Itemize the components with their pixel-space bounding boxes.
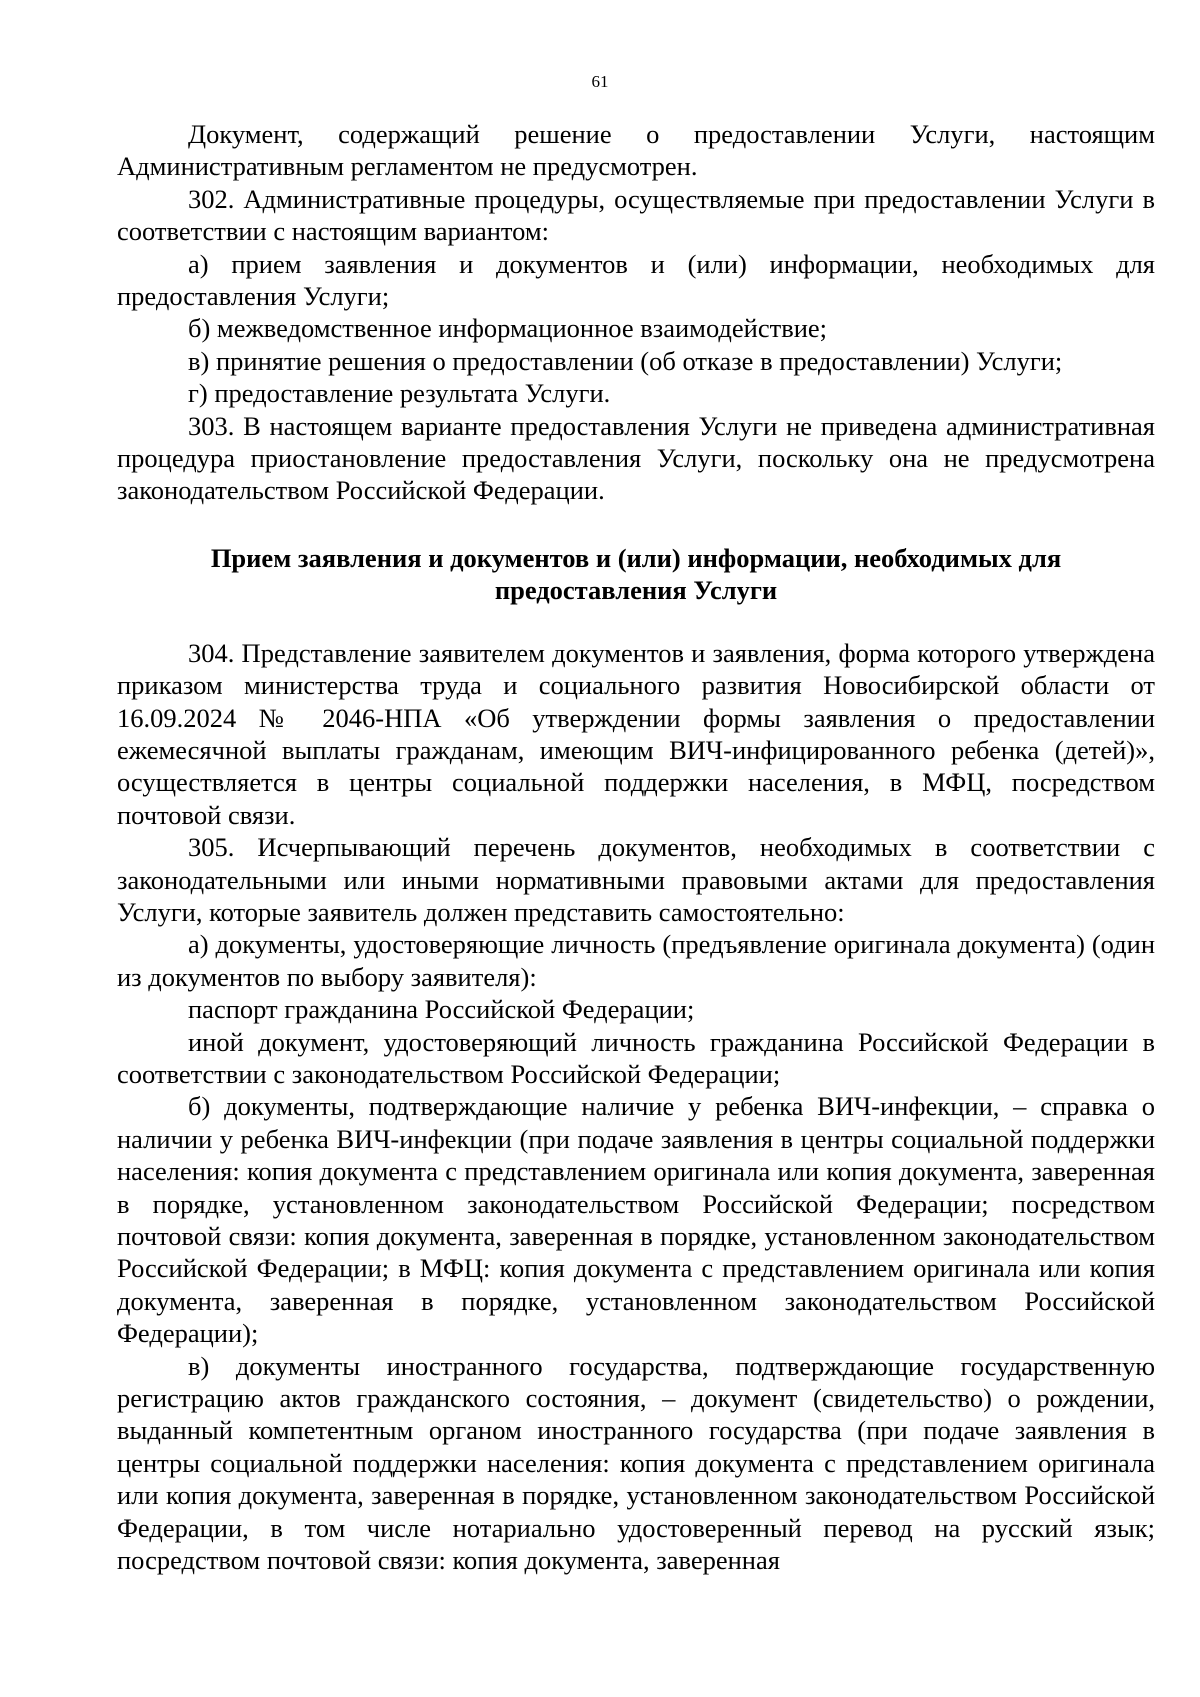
document-body	[117, 118, 1155, 1576]
paragraph-304: 304. Представление заявителем документов и заявления, форма которого утверждена приказом министерства труда и социального развития Новосибирской области от 16.09.2024 № 2046-НПА «Об утверждении формы заявления о предоставлении ежемесячной выплаты гражданам, имеющим ВИЧ-инфицированного ребенка (детей)», осуществляется в центры социальной поддержки населения, в МФЦ, посредством почтовой связи.	[117, 637, 1155, 830]
section-heading: Прием заявления и документов и (или) информации, необходимых для предоставления Услуги	[210, 542, 1062, 606]
paragraph-303: 303. В настоящем варианте предоставления Услуги не приведена административная процедура приостановление предоставления Услуги, поскольку она не предусмотрена законодательством Российской Федерации.	[117, 410, 1155, 506]
list-item-v-305: в) документы иностранного государства, подтверждающие государственную регистрацию актов гражданского состояния, – документ (свидетельство) о рождении, выданный компетентным органом иностранного государства (при подаче заявления в центры социальной поддержки населения: копия документа с представлением оригинала или копия документа, заверенная в порядке, установленном законодательством Российской Федерации, в том числе нотариально удостоверенный перевод на русский язык; посредством почтовой связи: копия документа, заверенная	[117, 1350, 1155, 1576]
list-item-b-305: б) документы, подтверждающие наличие у ребенка ВИЧ-инфекции, – справка о наличии у ребенка ВИЧ-инфекции (при подаче заявления в центры социальной поддержки населения: копия документа с представлением оригинала или копия документа, заверенная в порядке, установленном законодательством Российской Федерации; посредством почтовой связи: копия документа, заверенная в порядке, установленном законодательством Российской Федерации; в МФЦ: копия документа с представлением оригинала или копия документа, заверенная в порядке, установленном законодательством Российской Федерации);	[117, 1091, 1155, 1349]
list-item-other-id: иной документ, удостоверяющий личность гражданина Российской Федерации в соответствии с законодательством Российской Федерации;	[117, 1026, 1155, 1089]
list-item-b-302: б) межведомственное информационное взаимодействие;	[188, 313, 828, 344]
list-item-g-302: г) предоставление результата Услуги.	[188, 378, 611, 409]
paragraph-result-document: Документ, содержащий решение о предоставлении Услуги, настоящим Административным регламентом не предусмотрен.	[117, 119, 1155, 182]
list-item-passport: паспорт гражданина Российской Федерации;	[188, 994, 695, 1025]
list-item-v-302: в) принятие решения о предоставлении (об отказе в предоставлении) Услуги;	[188, 345, 1063, 376]
list-item-a-305: а) документы, удостоверяющие личность (предъявление оригинала документа) (один из документов по выбору заявителя):	[117, 929, 1155, 992]
paragraph-302: 302. Административные процедуры, осуществляемые при предоставлении Услуги в соответствии с настоящим вариантом:	[117, 183, 1155, 247]
list-item-a-302: а) прием заявления и документов и (или) информации, необходимых для предоставления Услуги;	[117, 248, 1155, 312]
page-number: 61	[591, 72, 609, 91]
paragraph-305: 305. Исчерпывающий перечень документов, необходимых в соответствии с законодательными или иными нормативными правовыми актами для предоставления Услуги, которые заявитель должен представить самостоятельно:	[117, 832, 1155, 927]
